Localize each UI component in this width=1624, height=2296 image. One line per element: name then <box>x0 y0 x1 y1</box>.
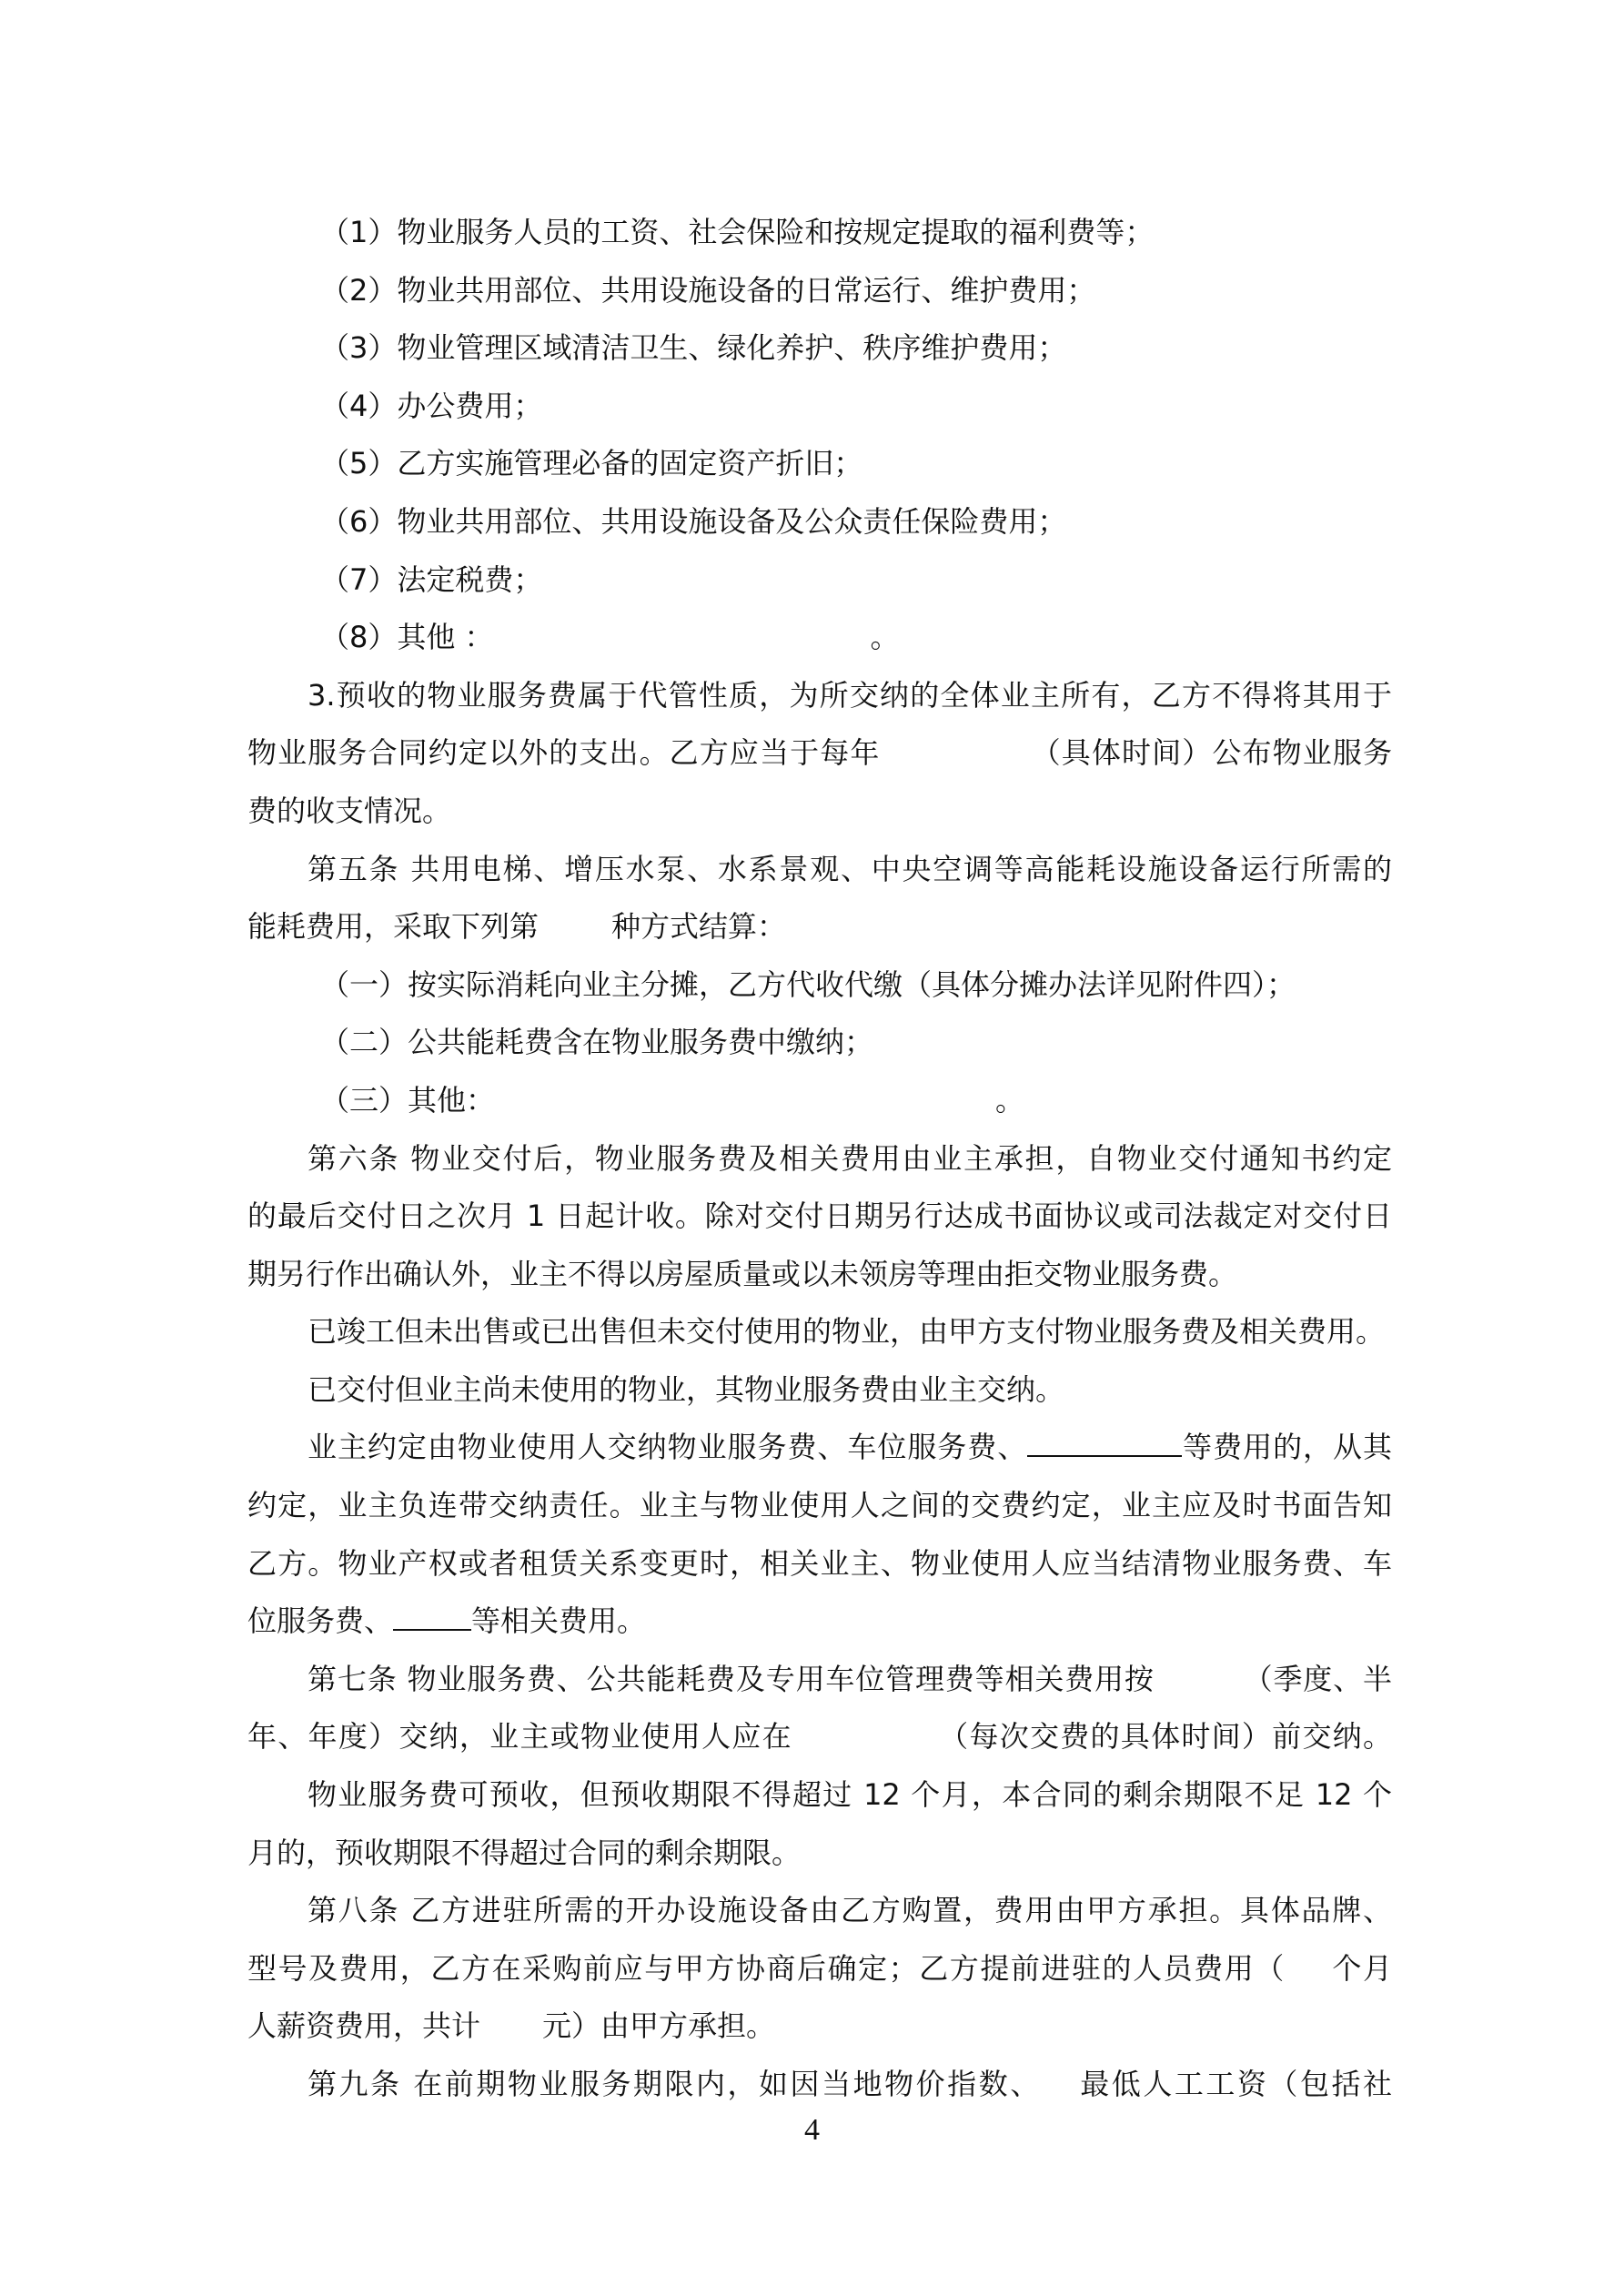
blank-space <box>792 1737 938 1746</box>
text-segment: （6）物业共用部位、共用设施设备及公众责任保险费用； <box>320 503 1067 539</box>
text-line <box>247 1535 1392 1593</box>
text-line <box>247 493 1392 551</box>
text-line <box>247 956 1392 1015</box>
text-line <box>247 609 1392 667</box>
text-segment: （二）公共能耗费含在物业服务费中缴纳； <box>320 1025 874 1060</box>
text-segment: 月的，预收期限不得超过合同的剩余期限。 <box>247 1835 802 1870</box>
text-segment: （5）乙方实施管理必备的固定资产折旧； <box>320 446 863 481</box>
text-segment: 最低人工工资（包括社 <box>1077 2067 1392 2101</box>
blank-space <box>480 2027 542 2036</box>
text-line <box>247 1246 1392 1304</box>
text-segment: （具体时间）公布物业服务 <box>1030 735 1392 771</box>
text-segment: 第七条 物业服务费、公共能耗费及专用车位管理费等相关费用按 <box>308 1661 1155 1696</box>
text-segment: 能耗费用，采取下列第 <box>247 909 540 945</box>
text-line <box>247 1188 1392 1246</box>
text-segment: （三）其他： <box>320 1082 496 1118</box>
text-segment: 第八条 乙方进驻所需的开办设施设备由乙方购置，费用由甲方承担。具体品牌、 <box>308 1893 1392 1928</box>
text-line <box>247 378 1392 436</box>
text-line <box>247 667 1392 725</box>
text-segment: （3）物业管理区域清洁卫生、绿化养护、秩序维护费用； <box>320 330 1067 366</box>
text-segment: （2）物业共用部位、共用设施设备的日常运行、维护费用； <box>320 272 1096 308</box>
text-segment: 期另行作出确认外，业主不得以房屋质量或以未领房等理由拒交物业服务费。 <box>247 1256 1238 1291</box>
text-line <box>247 1766 1392 1825</box>
text-line <box>247 1882 1392 1940</box>
fill-in-blank-underline <box>1027 1424 1182 1457</box>
blank-space <box>1155 1680 1243 1689</box>
text-segment: （4）办公费用； <box>320 388 543 423</box>
text-segment: 已竣工但未出售或已出售但未交付使用的物业，由甲方支付物业服务费及相关费用。 <box>308 1314 1386 1350</box>
blank-space <box>539 927 611 936</box>
text-segment: 已交付但业主尚未使用的物业，其物业服务费由业主交纳。 <box>308 1371 1065 1407</box>
text-segment: 费的收支情况。 <box>247 793 452 828</box>
text-line <box>247 551 1392 610</box>
text-segment: 的最后交付日之次月 1 日起计收。除对交付日期另行达成书面协议或司法裁定对交付日 <box>247 1199 1392 1234</box>
text-line <box>247 1651 1392 1709</box>
text-line <box>247 1361 1392 1420</box>
text-line <box>247 898 1392 956</box>
text-line <box>247 1014 1392 1072</box>
text-segment: （一）按实际消耗向业主分摊，乙方代收代缴（具体分摊办法详见附件四）； <box>320 966 1296 1002</box>
text-line <box>247 2056 1392 2114</box>
text-line <box>247 1477 1392 1535</box>
text-segment: 物业服务合同约定以外的支出。乙方应当于每年 <box>247 735 881 771</box>
blank-space <box>1286 1969 1331 1978</box>
text-line <box>247 1940 1392 1998</box>
text-segment: 约定，业主负连带交纳责任。业主与物业使用人之间的交费约定，业主应及时书面告知 <box>247 1488 1392 1523</box>
text-line <box>247 319 1392 378</box>
text-line <box>247 724 1392 783</box>
text-segment: 乙方。物业产权或者租赁关系变更时，相关业主、物业使用人应当结清物业服务费、车 <box>247 1545 1392 1581</box>
text-line <box>247 1130 1392 1188</box>
text-segment: 第六条 物业交付后，物业服务费及相关费用由业主承担，自物业交付通知书约定 <box>308 1140 1392 1176</box>
text-segment: 型号及费用，乙方在采购前应与甲方协商后确定；乙方提前进驻的人员费用（ <box>247 1950 1286 1986</box>
text-line <box>247 1303 1392 1361</box>
page-number: 4 <box>804 2113 820 2147</box>
text-line <box>247 1072 1392 1130</box>
blank-space <box>494 638 871 647</box>
text-line <box>247 262 1392 320</box>
fill-in-blank-underline <box>393 1598 471 1631</box>
text-segment: （8）其他 ： <box>320 620 494 655</box>
text-line <box>247 1708 1392 1766</box>
text-segment: 第五条 共用电梯、增压水泵、水系景观、中央空调等高能耗设施设备运行所需的 <box>308 851 1392 886</box>
text-segment: （7）法定税费； <box>320 561 543 597</box>
text-segment: 。 <box>870 620 900 655</box>
text-segment: 。 <box>995 1082 1025 1118</box>
text-line <box>247 841 1392 899</box>
text-line <box>247 1825 1392 1883</box>
text-segment: 物业服务费可预收，但预收期限不得超过 12 个月，本合同的剩余期限不足 12 个 <box>308 1777 1392 1813</box>
text-line <box>247 783 1392 841</box>
text-segment: 位服务费、 <box>247 1603 394 1639</box>
blank-space <box>1042 2085 1078 2094</box>
document-body <box>247 204 1392 2114</box>
text-line <box>247 204 1392 262</box>
text-segment: 第九条 在前期物业服务期限内，如因当地物价指数、 <box>308 2067 1042 2101</box>
text-segment: （每次交费的具体时间）前交纳。 <box>937 1719 1392 1755</box>
blank-space <box>495 1101 995 1110</box>
text-segment: 业主约定由物业使用人交纳物业服务费、车位服务费、 <box>308 1430 1028 1465</box>
text-segment: 元）由甲方承担。 <box>542 2008 776 2044</box>
text-line <box>247 1998 1392 2056</box>
blank-space <box>881 754 1031 763</box>
text-segment: 等相关费用。 <box>471 1603 647 1639</box>
text-segment: 3.预收的物业服务费属于代管性质，为所交纳的全体业主所有，乙方不得将其用于 <box>308 677 1392 713</box>
text-line <box>247 1419 1392 1477</box>
text-line <box>247 435 1392 493</box>
text-segment: （季度、半 <box>1242 1661 1392 1696</box>
text-segment: 等费用的，从其 <box>1182 1430 1392 1465</box>
text-segment: （1）物业服务人员的工资、社会保险和按规定提取的福利费等； <box>320 215 1155 249</box>
text-segment: 人薪资费用，共计 <box>247 2008 481 2044</box>
text-segment: 年、年度）交纳，业主或物业使用人应在 <box>247 1719 792 1755</box>
text-line <box>247 1593 1392 1651</box>
text-segment: 种方式结算： <box>611 909 787 945</box>
text-segment: 个月 <box>1330 1950 1392 1986</box>
